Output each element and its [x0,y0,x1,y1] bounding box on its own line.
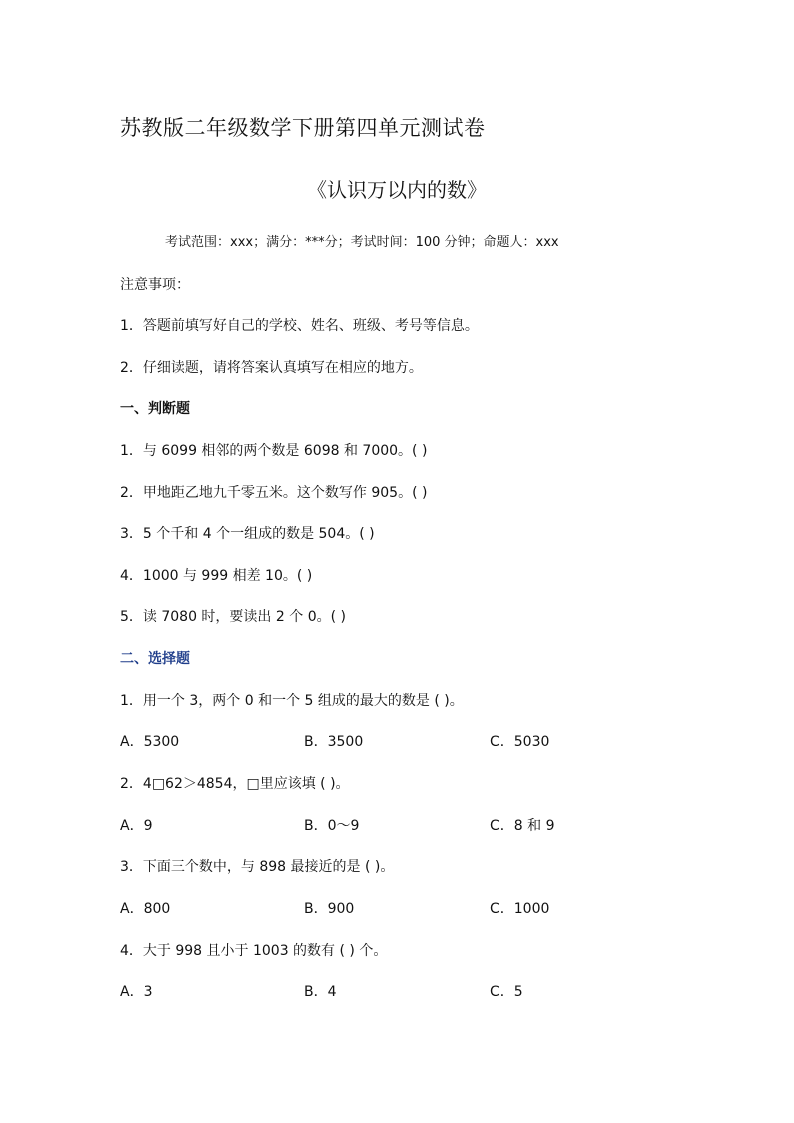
choice-option-a: A．5300 [120,734,180,750]
judge-question: 2．甲地距乙地九千零五米。这个数写作 905。( ) [120,485,428,501]
exam-info: 考试范围：xxx；满分：***分；考试时间：100 分钟；命题人：xxx [165,235,559,250]
section2-heading: 二、选择题 [120,651,190,667]
section1-heading: 一、判断题 [120,401,190,417]
exam-title: 苏教版二年级数学下册第四单元测试卷 [120,116,486,140]
choice-option-c: C．8 和 9 [490,818,555,834]
choice-option-c: C．5 [490,984,523,1000]
note-item: 1．答题前填写好自己的学校、姓名、班级、考号等信息。 [120,318,479,334]
judge-question: 4．1000 与 999 相差 10。( ) [120,568,313,584]
judge-question: 3．5 个千和 4 个一组成的数是 504。( ) [120,526,375,542]
note-item: 2．仔细读题，请将答案认真填写在相应的地方。 [120,360,423,376]
choice-question-stem: 1．用一个 3，两个 0 和一个 5 组成的最大的数是 ( )。 [120,693,464,709]
judge-question: 1．与 6099 相邻的两个数是 6098 和 7000。( ) [120,443,428,459]
choice-option-b: B．0～9 [304,818,360,834]
judge-question: 5．读 7080 时，要读出 2 个 0。( ) [120,609,346,625]
choice-option-b: B．4 [304,984,337,1000]
exam-subtitle: 《认识万以内的数》 [307,178,487,202]
choice-question-stem: 4．大于 998 且小于 1003 的数有 ( ) 个。 [120,943,388,959]
choice-option-b: B．900 [304,901,355,917]
choice-option-a: A．3 [120,984,153,1000]
notes-heading: 注意事项： [120,277,190,293]
choice-question-stem: 2．4□62＞4854，□里应该填 ( )。 [120,776,350,792]
choice-option-c: C．1000 [490,901,550,917]
choice-option-c: C．5030 [490,734,550,750]
choice-option-b: B．3500 [304,734,364,750]
choice-option-a: A．800 [120,901,171,917]
choice-option-a: A．9 [120,818,153,834]
choice-question-stem: 3．下面三个数中，与 898 最接近的是 ( )。 [120,859,395,875]
